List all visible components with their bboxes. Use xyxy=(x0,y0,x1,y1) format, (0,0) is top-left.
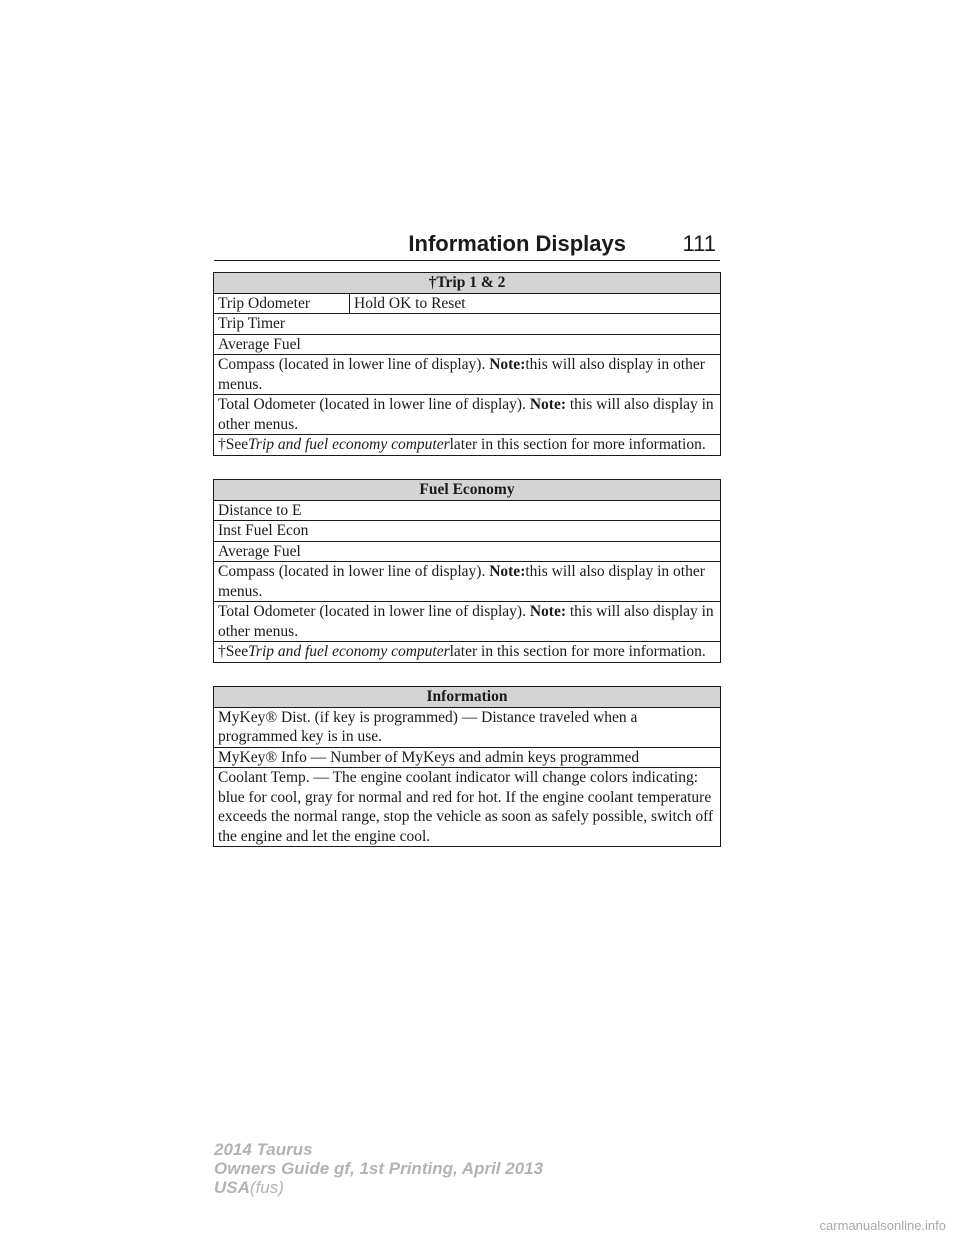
compass-text: Compass (located in lower line of display). xyxy=(218,563,486,580)
trip-timer-cell: Trip Timer xyxy=(214,314,721,335)
trip-odometer-action: Hold OK to Reset xyxy=(350,293,721,314)
note-label: Note: xyxy=(529,603,566,620)
mykey-dist-cell: MyKey® Dist. (if key is programmed) — Distance traveled when a programmed key is in use. xyxy=(214,707,721,747)
trip-odometer-cell xyxy=(214,395,721,435)
fuel-average-fuel-cell: Average Fuel xyxy=(214,541,721,562)
fuel-compass-cell xyxy=(214,562,721,602)
watermark: carmanualsonline.info xyxy=(819,1218,946,1233)
footer-market xyxy=(214,1178,543,1197)
note-label: Note: xyxy=(489,356,526,373)
table-row xyxy=(214,562,721,602)
trip-compass-cell xyxy=(214,355,721,395)
footer-market-code: USA xyxy=(214,1178,250,1197)
note-text: this will also display in other menus. xyxy=(218,563,705,600)
table-row xyxy=(214,747,721,768)
trip-see-cell xyxy=(214,435,721,456)
fuel-economy-table xyxy=(213,479,721,663)
page-header xyxy=(214,226,720,261)
cross-reference: Trip and fuel economy computer xyxy=(248,436,450,453)
table-row xyxy=(214,707,721,747)
fuel-see-cell xyxy=(214,642,721,663)
see-suffix: later in this section for more information. xyxy=(449,643,706,660)
table-row xyxy=(214,293,721,314)
cross-reference: Trip and fuel economy computer xyxy=(248,643,450,660)
trip-table-heading: †Trip 1 & 2 xyxy=(214,273,721,294)
page-number: 111 xyxy=(682,231,716,256)
table-row xyxy=(214,521,721,542)
see-suffix: later in this section for more information. xyxy=(449,436,706,453)
footer-model: 2014 Taurus xyxy=(214,1140,313,1159)
trip-table xyxy=(213,272,721,456)
footer-market-tag: (fus) xyxy=(249,1178,284,1197)
see-prefix: †See xyxy=(218,643,249,660)
table-row xyxy=(214,334,721,355)
see-prefix: †See xyxy=(218,436,249,453)
note-label: Note: xyxy=(489,563,526,580)
trip-average-fuel-cell: Average Fuel xyxy=(214,334,721,355)
info-table-heading: Information xyxy=(214,687,721,708)
table-row xyxy=(214,355,721,395)
odometer-text: Total Odometer (located in lower line of display). xyxy=(218,396,526,413)
coolant-temp-cell: Coolant Temp. — The engine coolant indicator will change colors indicating: blue for cool, gray for normal and red for hot. If the engine coolant temperature exceeds the normal range, stop the vehicle as soon as safely possible, switch off the engine and let the engine cool. xyxy=(214,768,721,847)
table-row xyxy=(214,602,721,642)
note-text: this will also display in other menus. xyxy=(218,603,714,640)
table-row xyxy=(214,395,721,435)
inst-fuel-econ-cell: Inst Fuel Econ xyxy=(214,521,721,542)
note-text: this will also display in other menus. xyxy=(218,356,705,393)
fuel-table-heading: Fuel Economy xyxy=(214,480,721,501)
footer-edition: Owners Guide gf, 1st Printing, April 2013 xyxy=(214,1159,544,1178)
table-row xyxy=(214,500,721,521)
table-row xyxy=(214,435,721,456)
table-row xyxy=(214,642,721,663)
mykey-info-cell: MyKey® Info — Number of MyKeys and admin keys programmed xyxy=(214,747,721,768)
section-title: Information Displays xyxy=(408,231,626,256)
odometer-text: Total Odometer (located in lower line of display). xyxy=(218,603,526,620)
note-text: this will also display in other menus. xyxy=(218,396,714,433)
print-footer xyxy=(214,1140,543,1197)
table-row xyxy=(214,541,721,562)
table-row xyxy=(214,768,721,847)
trip-odometer-label: Trip Odometer xyxy=(214,293,350,314)
note-label: Note: xyxy=(529,396,566,413)
table-row xyxy=(214,314,721,335)
compass-text: Compass (located in lower line of display). xyxy=(218,356,486,373)
information-table xyxy=(213,686,721,847)
distance-to-e-cell: Distance to E xyxy=(214,500,721,521)
fuel-odometer-cell xyxy=(214,602,721,642)
